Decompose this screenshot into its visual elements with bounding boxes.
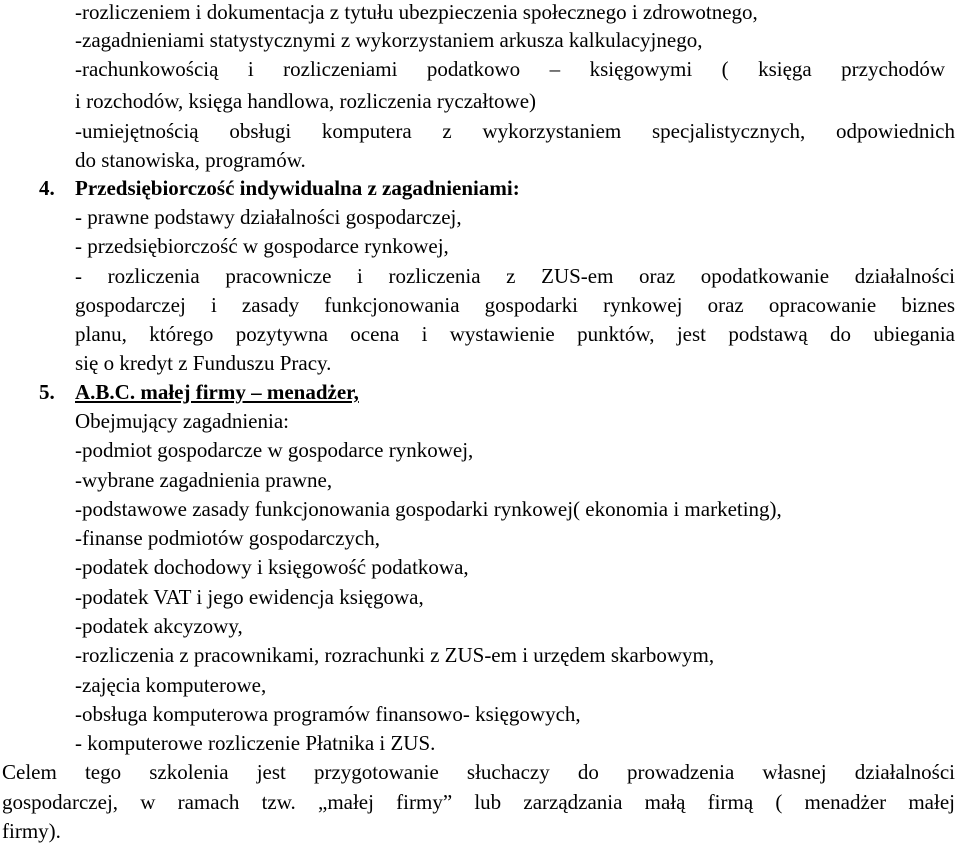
section-4-line: - prawne podstawy działalności gospodarczej,: [75, 205, 462, 229]
section-5-line: -rozliczenia z pracownikami, rozrachunki z ZUS-em i urzędem skarbowym,: [75, 643, 715, 667]
section-5-line: -podstawowe zasady funkcjonowania gospodarki rynkowej( ekonomia i marketing),: [75, 497, 782, 521]
section-4-title: Przedsiębiorczość indywidualna z zagadnieniami:: [75, 176, 520, 200]
section-4-line: się o kredyt z Funduszu Pracy.: [75, 351, 332, 375]
section-5-line: -podatek VAT i jego ewidencja księgowa,: [75, 585, 424, 609]
section-5-number: 5.: [39, 380, 55, 404]
section-4-line: - przedsiębiorczość w gospodarce rynkowej,: [75, 234, 449, 258]
conclusion-line: gospodarczej, w ramach tzw. „małej firmy” lub zarządzania małą firmą ( menadżer małej: [2, 790, 955, 814]
section-5-subtitle: Obejmujący zagadnienia:: [75, 409, 289, 433]
conclusion-line: firmy).: [2, 819, 61, 843]
intro-item: -rozliczeniem i dokumentacja z tytułu ubezpieczenia społecznego i zdrowotnego,: [75, 0, 758, 24]
section-5-line: - komputerowe rozliczenie Płatnika i ZUS.: [75, 731, 436, 755]
section-5-line: -podatek dochodowy i księgowość podatkowa,: [75, 555, 469, 579]
section-5-line: -obsługa komputerowa programów finansowo- księgowych,: [75, 702, 581, 726]
section-5-title: A.B.C. małej firmy – menadżer,: [75, 380, 359, 404]
conclusion-line: Celem tego szkolenia jest przygotowanie słuchaczy do prowadzenia własnej działalności: [2, 760, 955, 784]
intro-item: do stanowiska, programów.: [75, 148, 306, 172]
section-4-line: planu, którego pozytywna ocena i wystawienie punktów, jest podstawą do ubiegania: [75, 322, 955, 346]
section-5-line: -podmiot gospodarcze w gospodarce rynkowej,: [75, 438, 474, 462]
section-5-line: -finanse podmiotów gospodarczych,: [75, 526, 381, 550]
section-5-line: -podatek akcyzowy,: [75, 614, 243, 638]
intro-item: -umiejętnością obsługi komputera z wykorzystaniem specjalistycznych, odpowiednich: [75, 119, 955, 143]
intro-item: i rozchodów, księga handlowa, rozliczenia ryczałtowe): [75, 89, 537, 113]
section-5-line: -wybrane zagadnienia prawne,: [75, 468, 333, 492]
intro-item: -rachunkowością i rozliczeniami podatkowo – księgowymi ( księga przychodów: [75, 57, 945, 81]
intro-item: -zagadnieniami statystycznymi z wykorzystaniem arkusza kalkulacyjnego,: [75, 28, 703, 52]
section-4-line: gospodarczej i zasady funkcjonowania gospodarki rynkowej oraz opracowanie biznes: [75, 293, 955, 317]
section-4-number: 4.: [39, 176, 55, 200]
section-4-line: - rozliczenia pracownicze i rozliczenia z ZUS-em oraz opodatkowanie działalności: [75, 264, 955, 288]
section-5-line: -zajęcia komputerowe,: [75, 673, 267, 697]
